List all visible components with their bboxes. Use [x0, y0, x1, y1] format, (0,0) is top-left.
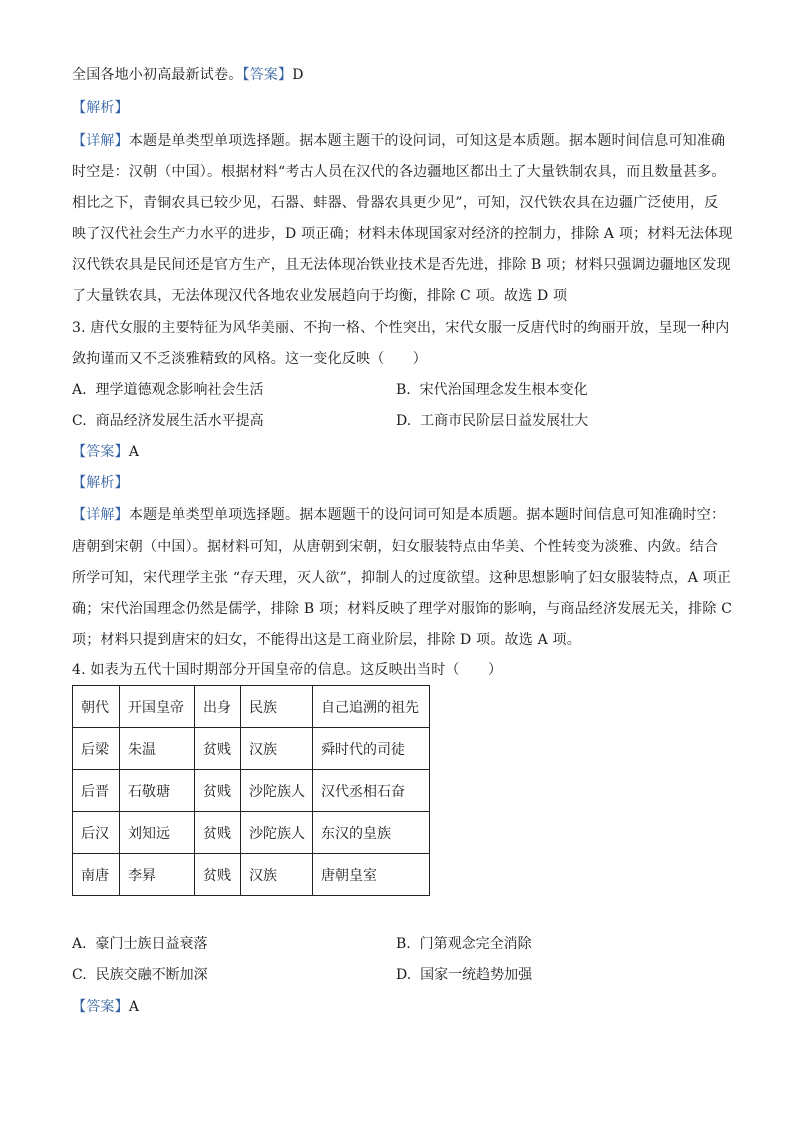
table-cell: 汉代丞相石奋 [313, 770, 430, 812]
detail-line [72, 162, 726, 182]
table-cell: 朱温 [120, 728, 195, 770]
question-3-stem [72, 318, 730, 338]
q3-analysis-heading [72, 473, 722, 493]
table-cell: 舜时代的司徒 [313, 728, 430, 770]
table-row [73, 854, 430, 896]
line-text: 映了汉代社会生产力水平的进步，D 项正确；材料未体现国家对经济的控制力，排除 A 项；材料无法体现 [72, 226, 733, 242]
table-cell: 刘知远 [120, 812, 195, 854]
q3-option-c[interactable]: C. 商品经济发展生活水平提高 [72, 413, 264, 429]
detail-line [72, 131, 726, 151]
table-cell: 李昪 [120, 854, 195, 896]
answer-tag: 【答案】 [72, 444, 129, 460]
table-cell: 汉族 [241, 728, 313, 770]
answer-tag: 【答案】 [72, 999, 129, 1015]
detail-line [72, 255, 731, 275]
line-text: 唐朝到宋朝（中国）。据材料可知，从唐朝到宋朝，妇女服装特点由华美、个性转变为淡雅、内敛。结合 [72, 539, 719, 555]
detail-line [72, 568, 732, 588]
table-cell: 后晋 [73, 770, 120, 812]
line-text: 本题是单类型单项选择题。据本题题干的设问词可知是本质题。据本题时间信息可知准确时空： [128, 507, 726, 523]
line-text: 了大量铁农具，无法体现汉代各地农业发展趋向于均衡，排除 C 项。故选 D 项 [72, 288, 568, 304]
question-4-stem [72, 660, 722, 680]
answer-value: A [128, 999, 140, 1015]
emperor-info-table [72, 685, 430, 896]
line-text: 确；宋代治国理念仍然是儒学，排除 B 项；材料反映了理学对服饰的影响，与商品经济发展无关，排除 C [72, 601, 733, 617]
analysis-tag: 【解析】 [72, 475, 129, 491]
detail-line [72, 193, 722, 213]
q4-option-d[interactable]: D. 国家一统趋势加强 [396, 967, 533, 983]
table-cell: 贫贱 [195, 854, 241, 896]
table-cell: 后汉 [73, 812, 120, 854]
q3-answer-line [72, 442, 722, 462]
line-text: 3. 唐代女服的主要特征为风华美丽、不拘一格、个性突出，宋代女服一反唐代时的绚丽开放，呈现一种内 [72, 320, 730, 336]
analysis-heading [72, 98, 722, 118]
line-text: 敛拘谨而又不乏淡雅精致的风格。这一变化反映（ ） [72, 351, 427, 367]
q3-option-b[interactable]: B. 宋代治国理念发生根本变化 [396, 382, 588, 398]
line-text: 4. 如表为五代十国时期部分开国皇帝的信息。这反映出当时（ ） [72, 662, 503, 678]
table-cell: 南唐 [73, 854, 120, 896]
table-header-row [73, 686, 430, 728]
table-cell: 贫贱 [195, 728, 241, 770]
table-cell: 贫贱 [195, 770, 241, 812]
q4-option-b[interactable]: B. 门第观念完全消除 [396, 936, 532, 952]
detail-line [72, 505, 726, 525]
question-3-stem [72, 349, 722, 369]
detail-tag: 【详解】 [72, 133, 129, 149]
detail-line [72, 537, 722, 557]
table-cell: 后梁 [73, 728, 120, 770]
line-text: 时空是：汉朝（中国）。根据材料“考古人员在汉代的各边疆地区都出土了大量铁制农具，而且数量甚多。 [72, 164, 726, 180]
table-cell: 唐朝皇室 [313, 854, 430, 896]
line-text: 汉代铁农具是民间还是官方生产，且无法体现冶铁业技术是否先进，排除 B 项；材料只强调边疆地区发现 [72, 257, 731, 273]
header-cell: 出身 [195, 686, 241, 728]
table-cell: 沙陀族人 [241, 770, 313, 812]
detail-line [72, 286, 722, 306]
header-cell: 开国皇帝 [120, 686, 195, 728]
line-text: 所学可知，宋代理学主张 “存天理，灭人欲”，抑制人的过度欲望。这种思想影响了妇女服装特点，A 项正 [72, 570, 732, 586]
analysis-tag: 【解析】 [72, 100, 129, 116]
header-cell: 自己追溯的祖先 [313, 686, 430, 728]
q3-option-a[interactable]: A. 理学道德观念影响社会生活 [72, 382, 264, 398]
table-cell: 汉族 [241, 854, 313, 896]
detail-line [72, 630, 722, 650]
answer-tag: 【答案】 [242, 67, 293, 83]
q4-answer-line [72, 997, 722, 1017]
table-cell: 贫贱 [195, 812, 241, 854]
line-text: 本题是单类型单项选择题。据本题主题干的设问词，可知这是本质题。据本题时间信息可知准确 [128, 133, 726, 149]
table-row [73, 728, 430, 770]
table-row [73, 770, 430, 812]
answer-line [72, 65, 722, 85]
header-cell: 朝代 [73, 686, 120, 728]
q4-option-a[interactable]: A. 豪门士族日益衰落 [72, 936, 208, 952]
table-cell: 沙陀族人 [241, 812, 313, 854]
table-row [73, 812, 430, 854]
table-cell: 石敬瑭 [120, 770, 195, 812]
detail-tag: 【详解】 [72, 507, 129, 523]
detail-line [72, 224, 733, 244]
table-cell: 东汉的皇族 [313, 812, 430, 854]
answer-value: A [128, 444, 140, 460]
line-text: 项；材料只提到唐宋的妇女，不能得出这是工商业阶层，排除 D 项。故选 A 项。 [72, 632, 581, 648]
q3-option-d[interactable]: D. 工商市民阶层日益发展壮大 [396, 413, 589, 429]
line-text: 相比之下，青铜农具已较少见，石器、蚌器、骨器农具更少见”，可知，汉代铁农具在边疆广泛使用，反 [72, 195, 719, 211]
q4-option-c[interactable]: C. 民族交融不断加深 [72, 967, 208, 983]
header-cell: 民族 [241, 686, 313, 728]
answer-value: D [292, 67, 304, 83]
line-text: 全国各地小初高最新试卷。 [72, 67, 243, 83]
detail-line [72, 599, 733, 619]
